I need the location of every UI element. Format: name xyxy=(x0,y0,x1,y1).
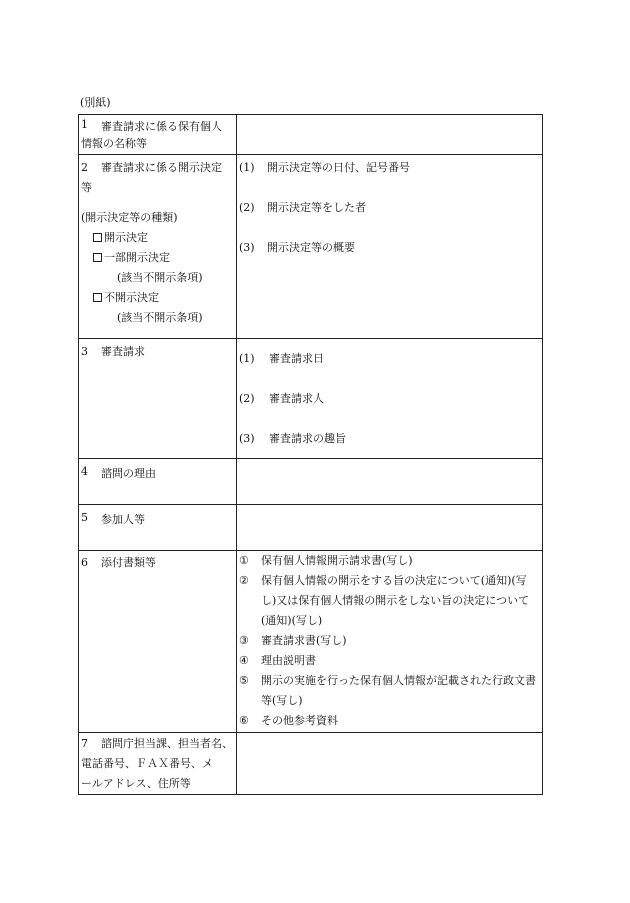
option-non-disclosure-label: 不開示決定 xyxy=(104,291,159,304)
attachment-item-1-mark: ① xyxy=(239,554,249,567)
row-1-value-cell[interactable] xyxy=(237,115,543,155)
attachment-item-3-mark: ③ xyxy=(239,634,249,647)
request-item-1 xyxy=(239,349,540,369)
attachment-item-4-mark: ④ xyxy=(239,654,249,667)
request-item-3-mark: (3) xyxy=(239,432,255,445)
request-item-2 xyxy=(239,389,540,409)
decision-type-heading: (開示決定等の種類) xyxy=(81,211,178,224)
row-2-value-cell[interactable] xyxy=(237,155,543,339)
form-row-5 xyxy=(79,505,543,551)
row-3-label: 審査請求 xyxy=(101,345,145,358)
attachment-item-3 xyxy=(239,631,540,651)
attachment-item-4-text: 理由説明書 xyxy=(261,654,316,667)
decision-item-1 xyxy=(239,158,540,178)
row-3-value-cell[interactable] xyxy=(237,339,543,459)
form-row-6 xyxy=(79,551,543,733)
attachment-item-5-text: 開示の実施を行った保有個人情報が記載された行政文書等(写し) xyxy=(261,674,536,707)
form-row-2 xyxy=(79,155,543,339)
attachment-item-6 xyxy=(239,711,540,731)
option-disclosure-label: 開示決定 xyxy=(104,231,148,244)
row-4-value-cell[interactable] xyxy=(237,459,543,505)
row-2-label-line-1: 審査請求に係る開示決定 xyxy=(101,161,222,174)
decision-item-1-text: 開示決定等の日付、記号番号 xyxy=(267,161,410,174)
option-partial-disclosure-label: 一部開示決定 xyxy=(104,251,170,264)
option-partial-disclosure[interactable] xyxy=(81,248,234,268)
row-5-label-cell xyxy=(79,505,237,551)
row-7-label-line-3: ールアドレス、住所等 xyxy=(81,777,191,790)
row-7-label-line-2: 電話番号、ＦＡＸ番号、メ xyxy=(81,757,213,770)
attachment-item-2 xyxy=(239,571,540,631)
row-1-number: 1 xyxy=(81,118,88,131)
checkbox-icon[interactable] xyxy=(93,293,102,302)
row-6-label-cell xyxy=(79,551,237,733)
row-1-label-line-2: 情報の名称等 xyxy=(81,137,147,150)
attachment-item-2-mark: ② xyxy=(239,574,249,587)
row-6-value-cell[interactable] xyxy=(237,551,543,733)
row-4-label-cell xyxy=(79,459,237,505)
non-disclosure-note: (該当不開示条項) xyxy=(117,311,203,324)
row-5-label: 参加人等 xyxy=(101,513,145,526)
request-item-3-text: 審査請求の趣旨 xyxy=(269,432,346,445)
checkbox-icon[interactable] xyxy=(93,253,102,262)
form-row-4 xyxy=(79,459,543,505)
attachment-item-1-text: 保有個人情報開示請求書(写し) xyxy=(261,554,413,567)
attachment-item-2-text: 保有個人情報の開示をする旨の決定について(通知)(写し)又は保有個人情報の開示をしない旨の決定について(通知)(写し) xyxy=(261,574,530,627)
attachment-item-5 xyxy=(239,671,540,711)
submission-form-table xyxy=(78,114,543,795)
decision-item-1-mark: (1) xyxy=(239,161,255,174)
row-2-label-line-2: 等 xyxy=(81,181,92,194)
row-7-number: 7 xyxy=(81,737,88,750)
partial-disclosure-note: (該当不開示条項) xyxy=(117,271,203,284)
row-5-value-cell[interactable] xyxy=(237,505,543,551)
option-non-disclosure[interactable] xyxy=(81,288,234,308)
row-5-number: 5 xyxy=(81,511,88,524)
row-3-number: 3 xyxy=(81,345,88,358)
form-row-3 xyxy=(79,339,543,459)
attachment-item-6-mark: ⑥ xyxy=(239,714,249,727)
row-7-value-cell[interactable] xyxy=(237,733,543,795)
row-1-label-line-1: 審査請求に係る保有個人 xyxy=(101,120,222,133)
sheet-label: (別紙) xyxy=(80,96,111,109)
option-disclosure[interactable] xyxy=(81,228,234,248)
request-item-1-mark: (1) xyxy=(239,352,255,365)
attachment-item-6-text: その他参考資料 xyxy=(261,714,338,727)
attachment-item-4 xyxy=(239,651,540,671)
row-2-label-cell xyxy=(79,155,237,339)
decision-item-3-mark: (3) xyxy=(239,241,255,254)
request-item-2-text: 審査請求人 xyxy=(269,392,324,405)
row-6-label: 添付書類等 xyxy=(101,556,156,569)
attachment-item-5-mark: ⑤ xyxy=(239,674,249,687)
request-item-3 xyxy=(239,429,540,449)
row-7-label-line-1: 諮問庁担当課、担当者名、 xyxy=(101,737,233,750)
form-row-1 xyxy=(79,115,543,155)
row-3-label-cell xyxy=(79,339,237,459)
decision-item-3-text: 開示決定等の概要 xyxy=(267,241,355,254)
checkbox-icon[interactable] xyxy=(93,233,102,242)
attachment-item-3-text: 審査請求書(写し) xyxy=(261,634,347,647)
request-item-2-mark: (2) xyxy=(239,392,255,405)
row-1-label-cell xyxy=(79,115,237,155)
row-7-label-cell xyxy=(79,733,237,795)
row-4-number: 4 xyxy=(81,465,88,478)
decision-item-2 xyxy=(239,198,540,218)
request-item-1-text: 審査請求日 xyxy=(269,352,324,365)
row-6-number: 6 xyxy=(81,556,88,569)
decision-item-2-text: 開示決定等をした者 xyxy=(267,201,366,214)
form-row-7 xyxy=(79,733,543,795)
attachment-item-1 xyxy=(239,551,540,571)
row-4-label: 諮問の理由 xyxy=(101,467,156,480)
decision-item-2-mark: (2) xyxy=(239,201,255,214)
decision-item-3 xyxy=(239,238,540,258)
row-2-number: 2 xyxy=(81,161,88,174)
